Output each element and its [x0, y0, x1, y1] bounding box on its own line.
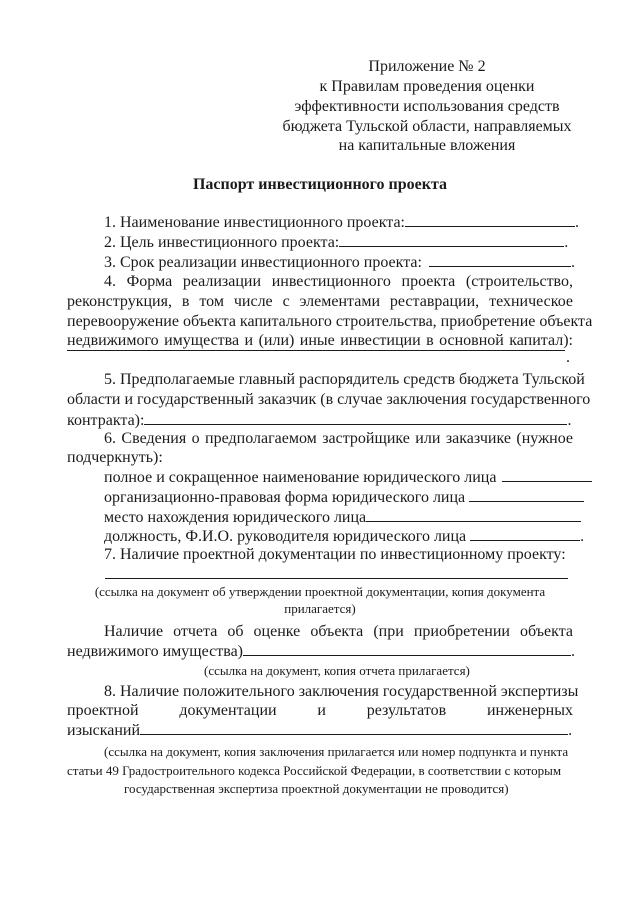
item-8-note: статьи 49 Градостроительного кодекса Российской Федерации, в соответствии с которым	[67, 763, 562, 778]
item-4-blank	[67, 350, 565, 351]
document-page: Приложение № 2 к Правилам проведения оценки эффективности использования средств бюджета Тульской области, направляемых на капитальные вложения Паспорт инвестиционного проекта 1. Наименование инвестиционного проекта: . 2. Цель инвестиционного проекта: . 3. Срок реализации инвестиционного проекта: . 4. Форма реализации инвестиционного проекта (строительство, реконструкция, в том числе с элементами реставрации, техническое перевооружение объекта капитального строительства, приобретение объекта недвижимого имущества и (или) иные инвестиции в основной капитал): . 5. Предполагаемые главный распорядитель средств бюджета Тульской области и государственный заказчик (в случае заключения государственного контракта): . 6. Сведения о предполагаемом застройщике или заказчике (нужное подчеркнуть): полное и сокращенное наименование юридического лица организационно-правовая форма юридического лица место нахождения юридического лица должность, Ф.И.О. руководителя юридического лица . 7. Наличие проектной документации по инвестиционному проекту: (ссылка на документ об утверждении проектной документации, копия документа прилагается) Наличие отчета об оценке объекта (при приобретении объекта недвижимого имущества) . (ссылка на документ, копия отчета прилагается) 8. Наличие положительного заключения государственной экспертизы проектной документации и результатов инженерных изысканий . (ссылка на документ, копия заключения прилагается или номер подпункта и пункта статьи 49 Градостроительного кодекса Российской Федерации, в соответствии с которым государственная экспертиза проектной документации не проводится)	[0, 0, 640, 905]
item-8-note: (ссылка на документ, копия заключения прилагается или номер подпункта и пункта	[104, 744, 569, 759]
appendix-line: к Правилам проведения оценки	[319, 78, 535, 95]
item-6-field: организационно-правовая форма юридического лица	[104, 487, 573, 508]
item-5-line: 5. Предполагаемые главный распорядитель средств бюджета Тульской	[104, 371, 585, 388]
item-6-blank	[366, 507, 581, 522]
item-6-blank	[470, 526, 580, 541]
item-7-note: прилагается)	[284, 601, 356, 616]
item-6-blank	[469, 487, 584, 502]
item-8-line: проектной документации и результатов инженерных	[67, 702, 573, 719]
item-6-field: место нахождения юридического лица	[104, 507, 573, 528]
item-6-field: полное и сокращенное наименование юридического лица	[104, 467, 573, 488]
appendix-line: эффективности использования средств	[294, 98, 560, 115]
item-7-report: Наличие отчета об оценке объекта (при приобретении объекта	[104, 623, 573, 640]
item-6-line: подчеркнуть):	[67, 449, 163, 466]
appendix-line: на капитальные вложения	[338, 137, 516, 154]
item-6-field: должность, Ф.И.О. руководителя юридического лица .	[104, 528, 585, 545]
item-5-line: контракта): .	[67, 412, 572, 429]
item-2-blank	[339, 232, 564, 247]
item-4-line: перевооружение объекта капитального строительства, приобретение объекта	[67, 313, 593, 330]
item-7-line: 7. Наличие проектной документации по инвестиционному проекту:	[104, 546, 566, 563]
item-7-report: недвижимого имущества) .	[67, 643, 575, 660]
item-6-line: 6. Сведения о предполагаемом застройщике или заказчике (нужное	[104, 430, 573, 447]
item-8-line: изысканий .	[67, 722, 573, 739]
item-4-line: реконструкция, в том числе с элементами реставрации, техническое	[67, 293, 573, 310]
item-4-line: недвижимого имущества и (или) иные инвестиции в основной капитал):	[67, 332, 573, 349]
item-8-note: государственная экспертиза проектной документации не проводится)	[124, 781, 509, 796]
item-1: 1. Наименование инвестиционного проекта: .	[104, 214, 579, 231]
item-2: 2. Цель инвестиционного проекта: .	[104, 234, 569, 251]
item-5-line: области и государственный заказчик (в случае заключения государственного	[67, 391, 591, 408]
item-7-note: (ссылка на документ об утверждении проектной документации, копия документа	[94, 584, 546, 599]
item-3-label: 3. Срок реализации инвестиционного проекта:	[104, 254, 422, 271]
item-1-label: 1. Наименование инвестиционного проекта:	[104, 214, 405, 231]
item-6-blank	[502, 467, 592, 482]
appendix-line: бюджета Тульской области, направляемых	[282, 118, 572, 135]
item-4-line: 4. Форма реализации инвестиционного проекта (строительство,	[104, 273, 573, 290]
item-3: 3. Срок реализации инвестиционного проекта: .	[104, 254, 575, 271]
item-8-blank	[140, 720, 568, 735]
item-5-blank	[144, 410, 567, 425]
item-7-blank	[105, 578, 568, 579]
item-2-label: 2. Цель инвестиционного проекта:	[104, 234, 340, 251]
item-8-line: 8. Наличие положительного заключения государственной экспертизы	[104, 683, 579, 700]
item-7-report-blank	[243, 641, 571, 656]
item-1-blank	[405, 212, 575, 227]
appendix-number: Приложение № 2	[368, 58, 486, 75]
item-3-blank	[429, 252, 571, 267]
document-title: Паспорт инвестиционного проекта	[192, 176, 448, 193]
item-7-report-note: (ссылка на документ, копия отчета прилагается)	[204, 663, 470, 678]
